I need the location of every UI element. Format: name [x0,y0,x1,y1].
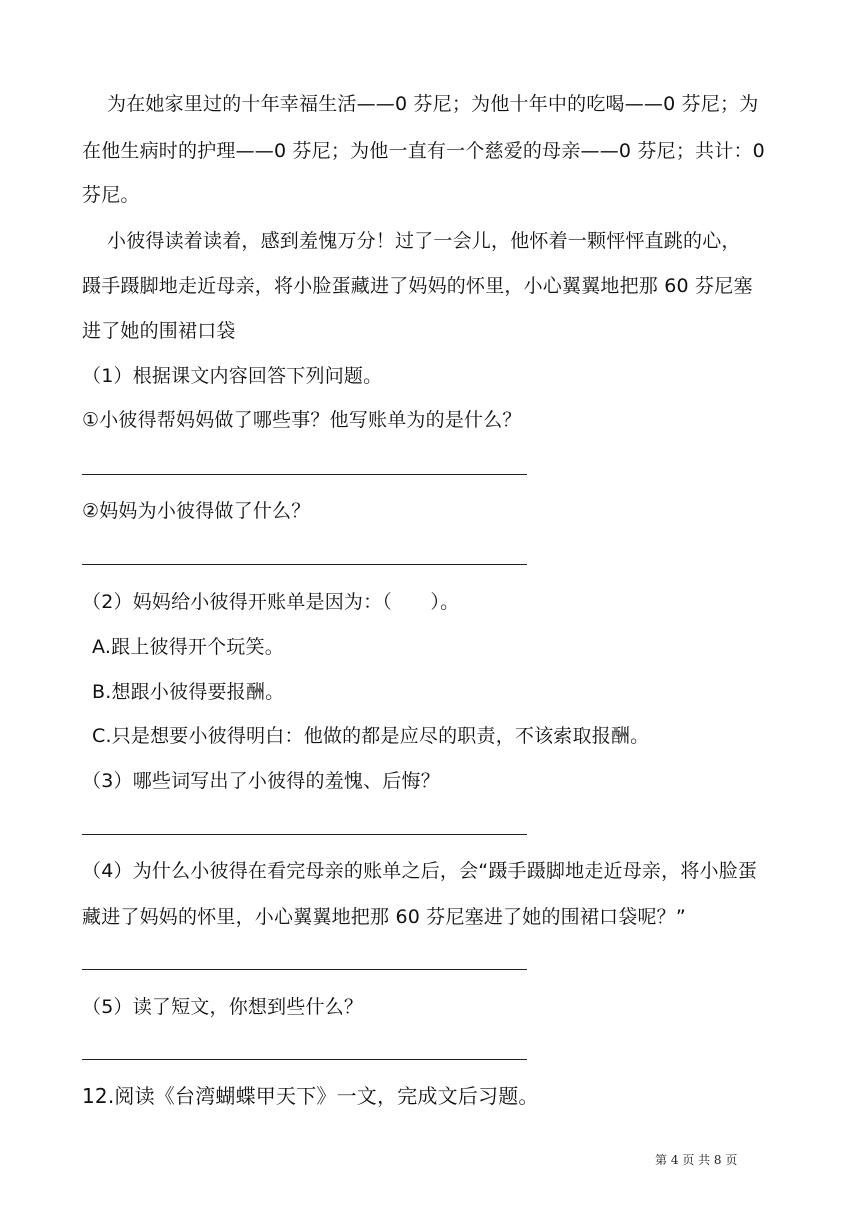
next-section-heading: 12.阅读《台湾蝴蝶甲天下》一文，完成文后习题。 [82,1084,539,1108]
question-2: （2）妈妈给小彼得开账单是因为：（ ）。 [82,591,460,613]
question-1: （1）根据课文内容回答下列问题。 [82,365,383,387]
option-a: A.跟上彼得开个玩笑。 [92,636,284,658]
question-3: （3）哪些词写出了小彼得的羞愧、后悔？ [82,770,440,792]
paragraph-line: 芬尼。 [82,184,140,206]
answer-line-4[interactable] [82,969,527,970]
paragraph-line: 为在她家里过的十年幸福生活——0 芬尼；为他十年中的吃喝——0 芬尼；为 [107,93,759,115]
question-5: （5）读了短文，你想到些什么？ [82,996,364,1018]
question-1-part-a: ①小彼得帮妈妈做了哪些事？他写账单为的是什么？ [82,409,522,431]
question-4-line: （4）为什么小彼得在看完母亲的账单之后，会“蹑手蹑脚地走近母亲，将小脸蛋 [82,860,758,882]
paragraph-line: 小彼得读着读着，感到羞愧万分！过了一会儿，他怀着一颗怦怦直跳的心， [107,230,741,252]
question-1-part-b: ②妈妈为小彼得做了什么？ [82,500,311,522]
answer-line-5[interactable] [82,1059,527,1060]
page-number-footer: 第 4 页 共 8 页 [655,1153,738,1167]
option-b: B.想跟小彼得要报酬。 [92,681,285,703]
option-c: C.只是想要小彼得明白：他做的都是应尽的职责，不该索取报酬。 [92,725,650,747]
answer-line-1a[interactable] [82,474,527,475]
paragraph-line: 在他生病时的护理——0 芬尼；为他一直有一个慈爱的母亲——0 芬尼；共计：0 [82,140,765,162]
paragraph-line: 进了她的围裙口袋 [82,320,236,342]
paragraph-line: 蹑手蹑脚地走近母亲，将小脸蛋藏进了妈妈的怀里，小心翼翼地把那 60 芬尼塞 [82,275,753,297]
answer-line-1b[interactable] [82,564,527,565]
question-4-line: 藏进了妈妈的怀里，小心翼翼地把那 60 芬尼塞进了她的围裙口袋呢？” [82,906,686,928]
answer-line-3[interactable] [82,834,527,835]
